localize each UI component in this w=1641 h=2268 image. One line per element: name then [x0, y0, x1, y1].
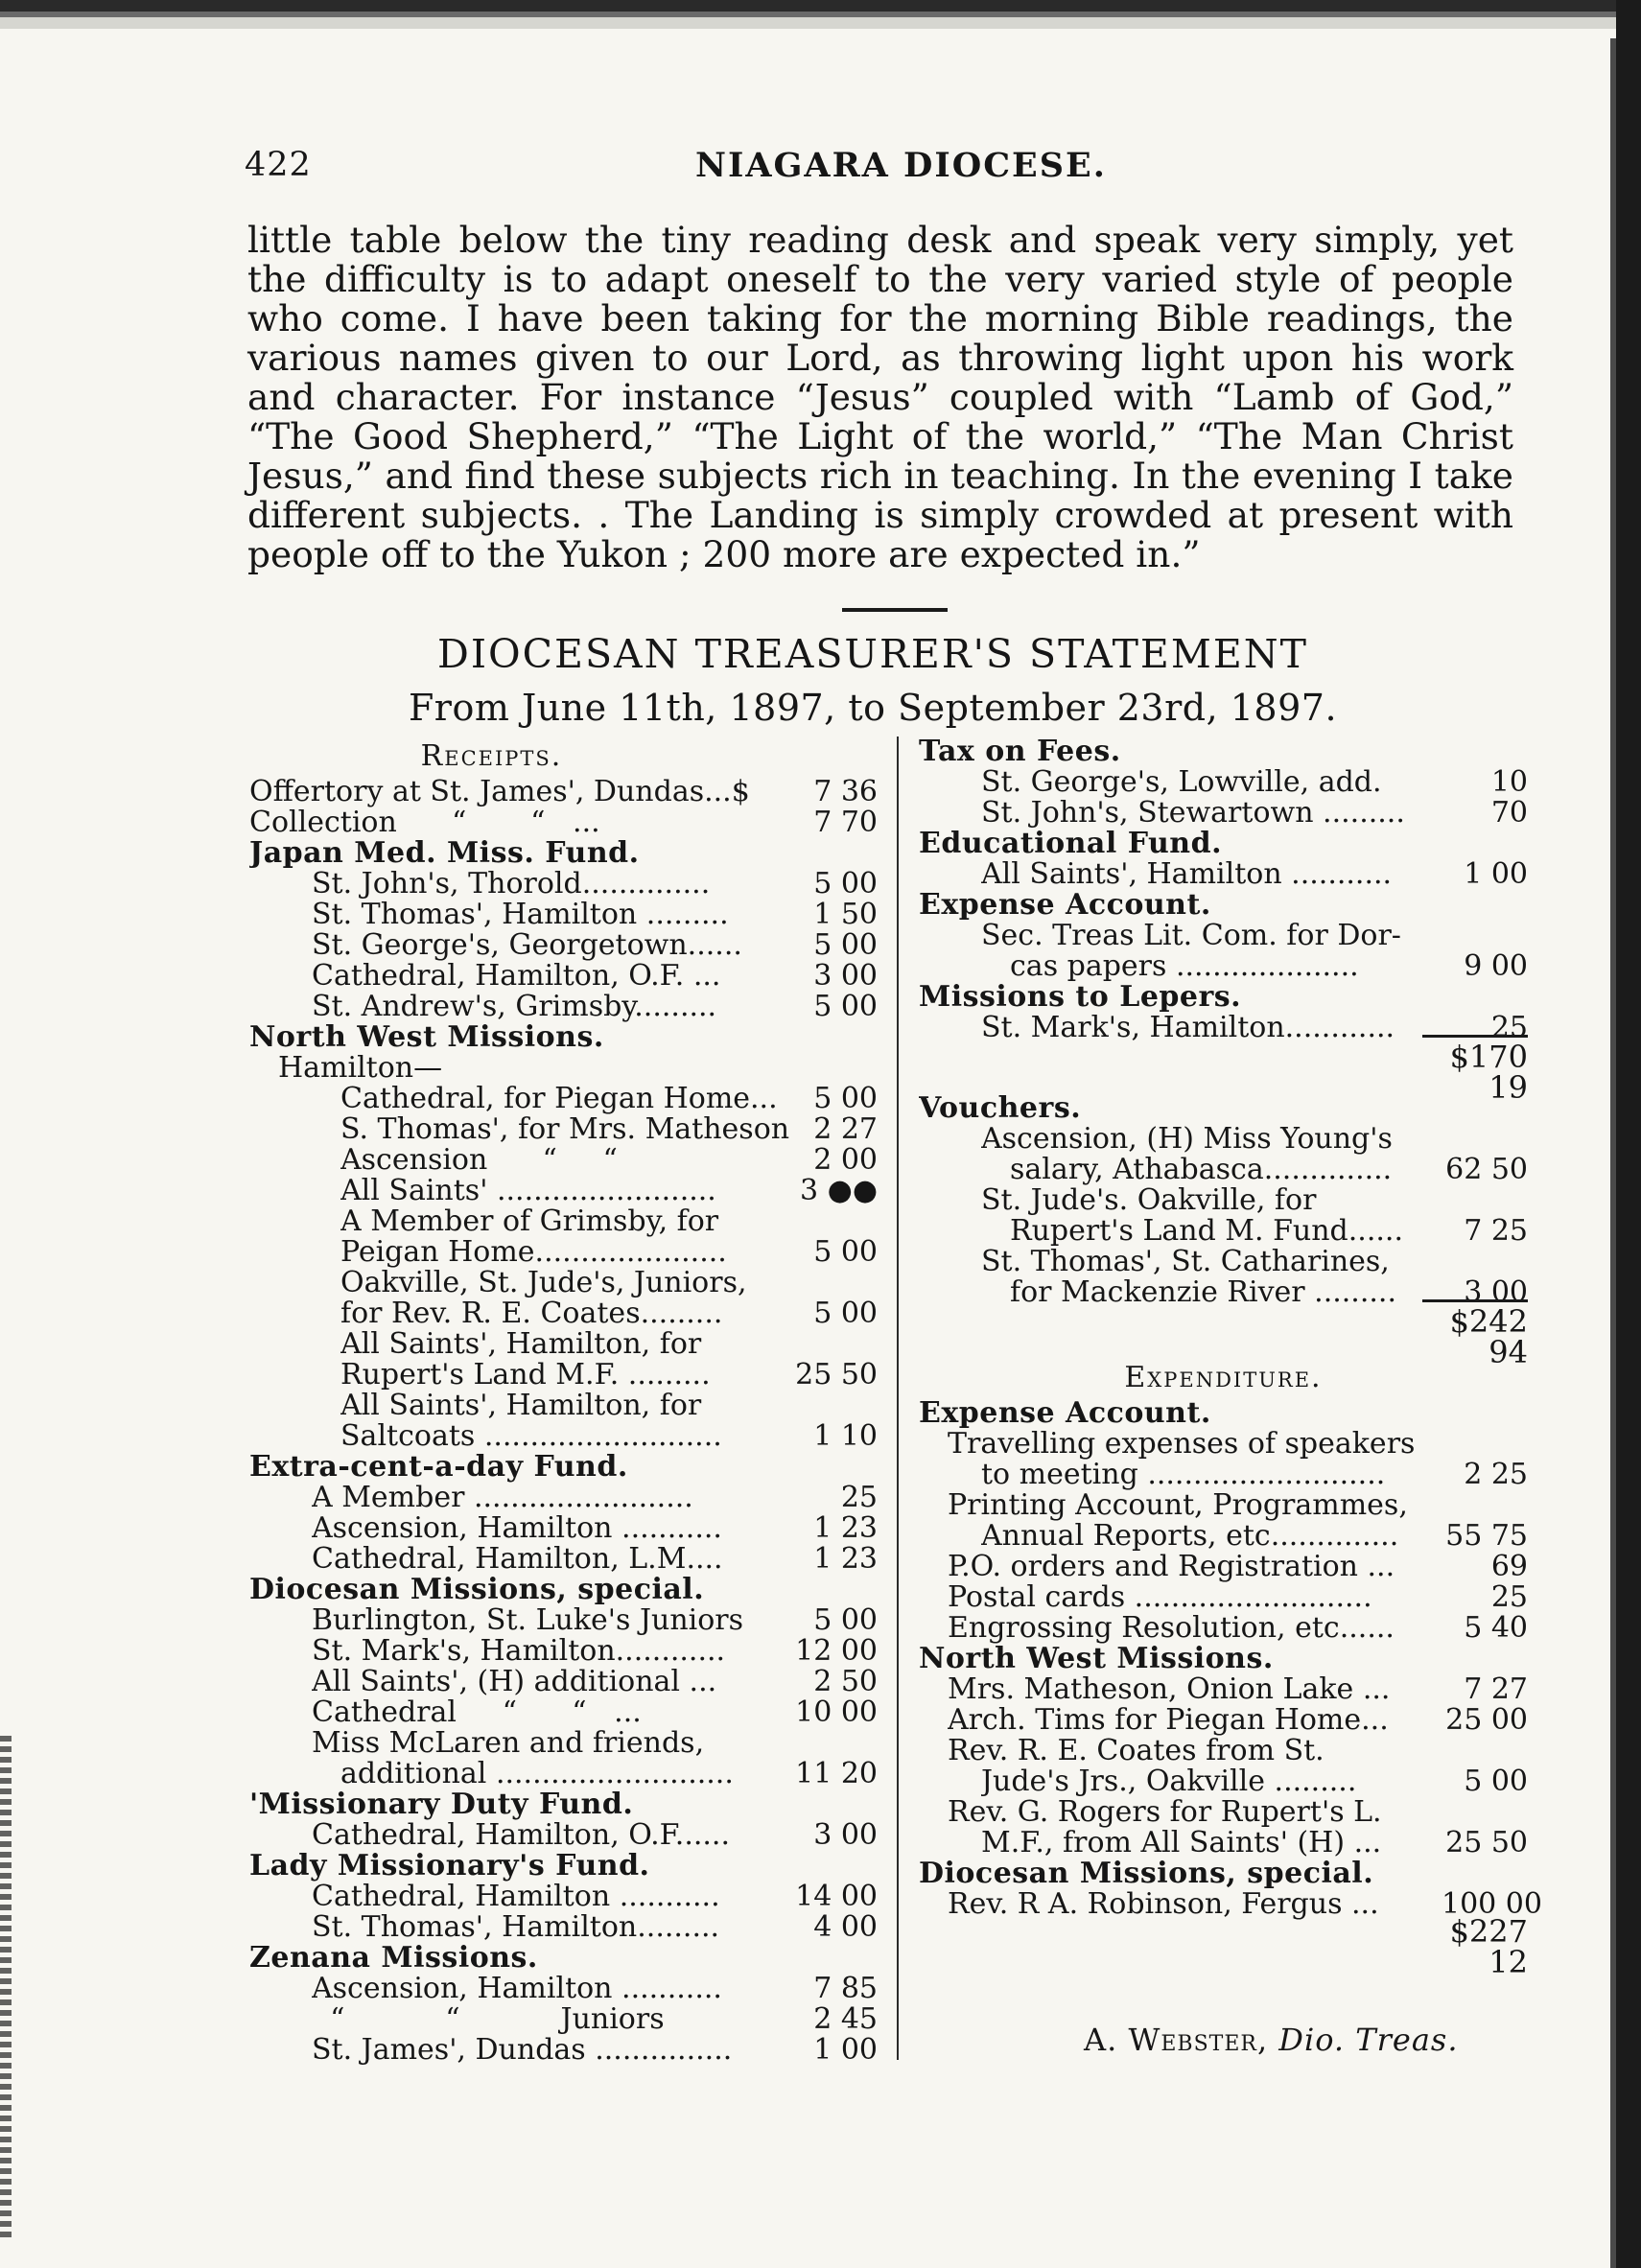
vouchers-total — [919, 1302, 1528, 1370]
ledger-row — [249, 1636, 878, 1667]
ledger-label: Mrs. Matheson, Onion Lake ... — [948, 1674, 1391, 1705]
ledger-amount: 25 — [1490, 1580, 1528, 1614]
ledger-label: A Member ........................ — [312, 1483, 693, 1513]
ledger-label: Postal cards .......................... — [948, 1582, 1372, 1613]
ledger-row — [919, 767, 1528, 798]
ledger-row — [919, 1582, 1528, 1613]
receipts-column — [249, 737, 878, 2066]
ledger-row — [919, 951, 1528, 982]
ledger-amount: 55 75 — [1445, 1519, 1528, 1553]
ledger-amount: 7 25 — [1464, 1214, 1528, 1248]
ledger-row — [249, 961, 878, 992]
ledger-label: St. Mark's, Hamilton............ — [981, 1013, 1395, 1043]
category-heading — [919, 982, 1528, 1013]
ledger-row — [919, 1828, 1528, 1859]
ledger-label: St. John's, Thorold.............. — [312, 869, 711, 900]
ledger-amount: 5 00 — [813, 867, 878, 900]
ledger-label: Rupert's Land M.F. ......... — [340, 1360, 711, 1391]
ledger-row — [249, 777, 878, 807]
ledger-row — [249, 1084, 878, 1114]
ledger-row — [919, 1766, 1528, 1797]
ledger-amount: 1 23 — [813, 1542, 878, 1576]
page-number: 422 — [245, 146, 312, 184]
ledger-amount: 70 — [1490, 796, 1528, 830]
ledger-amount: 5 00 — [813, 1082, 878, 1115]
ledger-row — [249, 1513, 878, 1544]
ledger-amount: 1 00 — [813, 2033, 878, 2067]
ledger-row — [919, 1155, 1528, 1185]
ledger-label: Expense Account. — [919, 890, 1211, 921]
running-head: NIAGARA DIOCESE. — [695, 146, 1107, 185]
right-column — [919, 737, 1542, 1980]
receipts-heading: Receipts. — [420, 739, 563, 773]
ledger-amount: 12 00 — [795, 1634, 878, 1668]
ledger-label: for Mackenzie River ......... — [1010, 1277, 1396, 1308]
category-heading — [249, 1851, 878, 1882]
ledger-label: Annual Reports, etc.............. — [981, 1521, 1399, 1552]
ledger-row — [919, 1124, 1528, 1155]
ledger-label: St. Andrew's, Grimsby......... — [312, 992, 717, 1022]
ledger-label: North West Missions. — [919, 1644, 1274, 1674]
ledger-label: additional .......................... — [340, 1759, 734, 1789]
ledger-amount: 4 00 — [813, 1910, 878, 1944]
ledger-label: Arch. Tims for Piegan Home... — [948, 1705, 1389, 1736]
ledger-row — [249, 992, 878, 1022]
expenditure-total — [919, 1913, 1528, 1980]
ledger-row — [249, 1237, 878, 1268]
ledger-row — [919, 1736, 1528, 1766]
ledger-label: St. Mark's, Hamilton............ — [312, 1636, 726, 1667]
expenditure-heading: Expenditure. — [1124, 1361, 1323, 1394]
ledger-row — [249, 1114, 878, 1145]
ledger-label: St. Thomas', Hamilton......... — [312, 1912, 720, 1943]
category-heading — [249, 838, 878, 869]
ledger-amount: 25 — [1490, 1011, 1528, 1044]
ledger-label: St. Jude's. Oakville, for — [981, 1185, 1317, 1216]
ledger-row — [249, 1759, 878, 1789]
ledger-row — [249, 1820, 878, 1851]
category-heading — [919, 737, 1528, 767]
ledger-label: A Member of Grimsby, for — [340, 1206, 719, 1237]
ledger-row — [249, 807, 878, 838]
category-heading — [249, 1022, 878, 1053]
ledger-amount: 100 00 — [1442, 1887, 1542, 1921]
category-heading — [249, 1575, 878, 1605]
ledger-row — [249, 1268, 878, 1298]
treasurer-title: Dio. Treas. — [1278, 2022, 1459, 2058]
ledger-amount: 2 00 — [813, 1143, 878, 1177]
ledger-amount: 3 00 — [813, 959, 878, 993]
ledger-label: St. George's, Lowville, add. — [981, 767, 1382, 798]
ledger-row — [249, 1391, 878, 1421]
ledger-label: Cathedral, Hamilton ........... — [312, 1882, 720, 1912]
ledger-row — [249, 1145, 878, 1176]
ledger-amount: 5 00 — [813, 928, 878, 962]
ledger-label: Diocesan Missions, special. — [249, 1575, 705, 1605]
ledger-label: Miss McLaren and friends, — [312, 1728, 705, 1759]
ledger-label: cas papers .................... — [1010, 951, 1359, 982]
ledger-amount: 5 40 — [1464, 1611, 1528, 1645]
ledger-label: Educational Fund. — [919, 829, 1223, 859]
ledger-amount: 14 00 — [795, 1880, 878, 1913]
ledger-label: Lady Missionary's Fund. — [249, 1851, 650, 1882]
ledger-row — [919, 798, 1528, 829]
column-divider — [897, 737, 899, 2060]
ledger-label: All Saints' ........................ — [340, 1176, 716, 1206]
ledger-amount: 10 — [1490, 765, 1528, 799]
ledger-amount: 5 00 — [813, 990, 878, 1023]
ledger-label: Japan Med. Miss. Fund. — [249, 838, 640, 869]
ledger-label: Tax on Fees. — [919, 737, 1121, 767]
ledger-label: Rupert's Land M. Fund...... — [1010, 1216, 1403, 1247]
ledger-row — [249, 1605, 878, 1636]
category-heading — [919, 1398, 1528, 1429]
vouchers-list — [919, 1093, 1528, 1308]
ledger-row — [919, 1429, 1528, 1460]
ledger-label: Collection “ “ ... — [249, 807, 600, 838]
ledger-row — [249, 1053, 878, 1084]
ledger-row — [919, 1613, 1528, 1644]
ledger-label: to meeting .......................... — [981, 1460, 1386, 1490]
ledger-amount: 62 50 — [1445, 1153, 1528, 1186]
ledger-row — [919, 1797, 1528, 1828]
ledger-row — [919, 1460, 1528, 1490]
ledger-row — [919, 859, 1528, 890]
ledger-amount: 7 70 — [813, 806, 878, 839]
ledger-row — [249, 1697, 878, 1728]
ledger-amount: 5 00 — [1464, 1765, 1528, 1798]
ledger-amount: 7 36 — [813, 775, 878, 808]
ledger-amount: 3 ●● — [800, 1174, 878, 1207]
treasurer-signature — [1084, 2022, 1458, 2058]
ledger-label: All Saints', Hamilton ........... — [981, 859, 1393, 890]
receipts-list — [249, 777, 878, 2066]
ledger-amount: 1 23 — [813, 1511, 878, 1545]
vouchers-total-value: $242 94 — [1422, 1299, 1528, 1368]
ledger-amount: 9 00 — [1464, 949, 1528, 983]
ledger-label: Expense Account. — [919, 1398, 1211, 1429]
ledger-label: St. Thomas', St. Catharines, — [981, 1247, 1390, 1277]
ledger-amount: 5 00 — [813, 1235, 878, 1269]
ledger-label: Cathedral, Hamilton, O.F...... — [312, 1820, 730, 1851]
ledger-row — [249, 1912, 878, 1943]
category-heading — [919, 1093, 1528, 1124]
category-heading — [919, 890, 1528, 921]
category-heading — [919, 829, 1528, 859]
ledger-label: S. Thomas', for Mrs. Matheson — [340, 1114, 790, 1145]
ledger-row — [919, 1552, 1528, 1582]
ledger-label: Rev. G. Rogers for Rupert's L. — [948, 1797, 1382, 1828]
ledger-label: “ “ Juniors — [312, 2004, 665, 2035]
ledger-label: M.F., from All Saints' (H) ... — [981, 1828, 1382, 1859]
ledger-row — [249, 930, 878, 961]
ledger-label: Cathedral “ “ ... — [312, 1697, 642, 1728]
ledger-label: St. John's, Stewartown ......... — [981, 798, 1405, 829]
ledger-label: Travelling expenses of speakers — [948, 1429, 1416, 1460]
receipts-total-value: $170 19 — [1422, 1035, 1528, 1103]
ledger-label: Zenana Missions. — [249, 1943, 538, 1974]
ledger-amount: 5 00 — [813, 1297, 878, 1330]
ledger-row — [249, 1206, 878, 1237]
ledger-label: Cathedral, Hamilton, O.F. ... — [312, 961, 721, 992]
category-heading — [919, 1859, 1528, 1889]
ledger-label: Diocesan Missions, special. — [919, 1859, 1374, 1889]
ledger-label: Sec. Treas Lit. Com. for Dor- — [981, 921, 1401, 951]
ledger-row — [919, 921, 1528, 951]
ledger-label: All Saints', Hamilton, for — [340, 1391, 702, 1421]
ledger-row — [249, 1298, 878, 1329]
ledger-row — [919, 1490, 1528, 1521]
ledger-amount: 25 50 — [1445, 1826, 1528, 1859]
ledger-label: P.O. orders and Registration ... — [948, 1552, 1395, 1582]
ledger-amount: 5 00 — [813, 1603, 878, 1637]
ledger-row — [249, 1421, 878, 1452]
statement-title: DIOCESAN TREASURER'S STATEMENT — [436, 631, 1308, 677]
category-heading — [249, 1452, 878, 1483]
ledger-row — [249, 869, 878, 900]
ledger-amount: 11 20 — [795, 1757, 878, 1790]
ledger-row — [919, 1521, 1528, 1552]
ledger-label: Rev. R A. Robinson, Fergus ... — [948, 1889, 1379, 1920]
ledger-amount: 1 10 — [813, 1419, 878, 1453]
category-heading — [249, 1789, 878, 1820]
section-divider — [842, 608, 948, 612]
ledger-label: North West Missions. — [249, 1022, 604, 1053]
body-paragraph: little table below the tiny reading desk and speak very simply, yet the difficulty is to adapt oneself to the very varied style of people who come. I have been taking for the morning Bible readings, the various names given to our Lord, as throwing light upon his work and character. For instance “Jesus” coupled with “Lamb of God,” “The Good Shepherd,” “The Light of the world,” “The Man Christ Jesus,” and find these subjects rich in teaching. In the evening I take different subjects. . The Landing is simply crowded at present with people off to the Yukon ; 200 more are expected in.” — [247, 219, 1513, 575]
ledger-label: Missions to Lepers. — [919, 982, 1242, 1013]
ledger-row — [249, 1974, 878, 2004]
ledger-amount: 25 — [840, 1481, 878, 1514]
ledger-row — [249, 1728, 878, 1759]
ledger-amount: 69 — [1490, 1550, 1528, 1583]
ledger-amount: 25 00 — [1445, 1703, 1528, 1737]
category-heading — [249, 1943, 878, 1974]
ledger-row — [919, 1674, 1528, 1705]
right-receipts-list — [919, 737, 1528, 1043]
ledger-label: Ascension, (H) Miss Young's — [981, 1124, 1393, 1155]
ledger-label: St. Thomas', Hamilton ......... — [312, 900, 729, 930]
ledger-row — [249, 1176, 878, 1206]
ledger-label: Ascension, Hamilton ........... — [312, 1513, 722, 1544]
ledger-amount: 10 00 — [795, 1695, 878, 1729]
ledger-amount: 2 50 — [813, 1665, 878, 1698]
ledger-amount: 25 50 — [795, 1358, 878, 1391]
ledger-row — [249, 1882, 878, 1912]
ledger-label: Printing Account, Programmes, — [948, 1490, 1408, 1521]
ledger-label: Vouchers. — [919, 1093, 1082, 1124]
ledger-amount: 7 85 — [813, 1972, 878, 2005]
ledger-label: Burlington, St. Luke's Juniors — [312, 1605, 744, 1636]
ledger-row — [919, 1247, 1528, 1277]
page-header — [245, 146, 1501, 188]
ledger-amount: 2 45 — [813, 2002, 878, 2036]
ledger-row — [249, 900, 878, 930]
scan-right-edge — [1616, 0, 1641, 2268]
ledger-row — [919, 1216, 1528, 1247]
ledger-amount: 3 00 — [1464, 1275, 1528, 1309]
ledger-label: Oakville, St. Jude's, Juniors, — [340, 1268, 747, 1298]
scan-right-shadow — [1610, 38, 1616, 2268]
ledger-label: Offertory at St. James', Dundas...$ — [249, 777, 750, 807]
ledger-amount: 2 25 — [1464, 1458, 1528, 1491]
scan-left-binding — [0, 1736, 12, 2239]
ledger-row — [919, 1705, 1528, 1736]
ledger-label: Ascension “ “ — [340, 1145, 618, 1176]
scan-top-edge — [0, 0, 1641, 29]
ledger-amount: 1 00 — [1464, 857, 1528, 891]
ledger-row — [249, 1544, 878, 1575]
ledger-label: Cathedral, for Piegan Home... — [340, 1084, 778, 1114]
ledger-label: for Rev. R. E. Coates......... — [340, 1298, 723, 1329]
treasurer-name: A. Webster, — [1084, 2022, 1269, 2058]
receipts-total — [919, 1038, 1528, 1106]
ledger-label: Rev. R. E. Coates from St. — [948, 1736, 1325, 1766]
ledger-label: All Saints', Hamilton, for — [340, 1329, 702, 1360]
ledger-row — [249, 1360, 878, 1391]
ledger-row — [919, 1185, 1528, 1216]
ledger-label: Saltcoats .......................... — [340, 1421, 722, 1452]
ledger-label: Hamilton— — [278, 1053, 443, 1084]
ledger-row — [249, 1667, 878, 1697]
expenditure-total-value: $227 12 — [1449, 1913, 1528, 1980]
ledger-amount: 2 27 — [813, 1112, 878, 1146]
statement-subtitle: From June 11th, 1897, to September 23rd, 1897. — [408, 687, 1338, 729]
ledger-label: Peigan Home..................... — [340, 1237, 727, 1268]
category-heading — [919, 1644, 1528, 1674]
ledger-amount: 3 00 — [813, 1818, 878, 1852]
expenditure-list — [919, 1398, 1542, 1921]
ledger-label: All Saints', (H) additional ... — [312, 1667, 717, 1697]
ledger-label: Ascension, Hamilton ........... — [312, 1974, 722, 2004]
ledger-label: Jude's Jrs., Oakville ......... — [981, 1766, 1357, 1797]
ledger-row — [249, 1329, 878, 1360]
ledger-label: 'Missionary Duty Fund. — [249, 1789, 634, 1820]
ledger-row — [249, 2035, 878, 2066]
ledger-label: St. George's, Georgetown...... — [312, 930, 742, 961]
ledger-label: Engrossing Resolution, etc...... — [948, 1613, 1395, 1644]
ledger-label: salary, Athabasca.............. — [1010, 1155, 1393, 1185]
ledger-label: Extra-cent-a-day Fund. — [249, 1452, 628, 1483]
ledger-amount: 7 27 — [1464, 1672, 1528, 1706]
ledger-amount: 1 50 — [813, 898, 878, 931]
ledger-label: Cathedral, Hamilton, L.M.... — [312, 1544, 723, 1575]
ledger-row — [249, 1483, 878, 1513]
ledger-row — [249, 2004, 878, 2035]
ledger-label: St. James', Dundas ............... — [312, 2035, 733, 2066]
